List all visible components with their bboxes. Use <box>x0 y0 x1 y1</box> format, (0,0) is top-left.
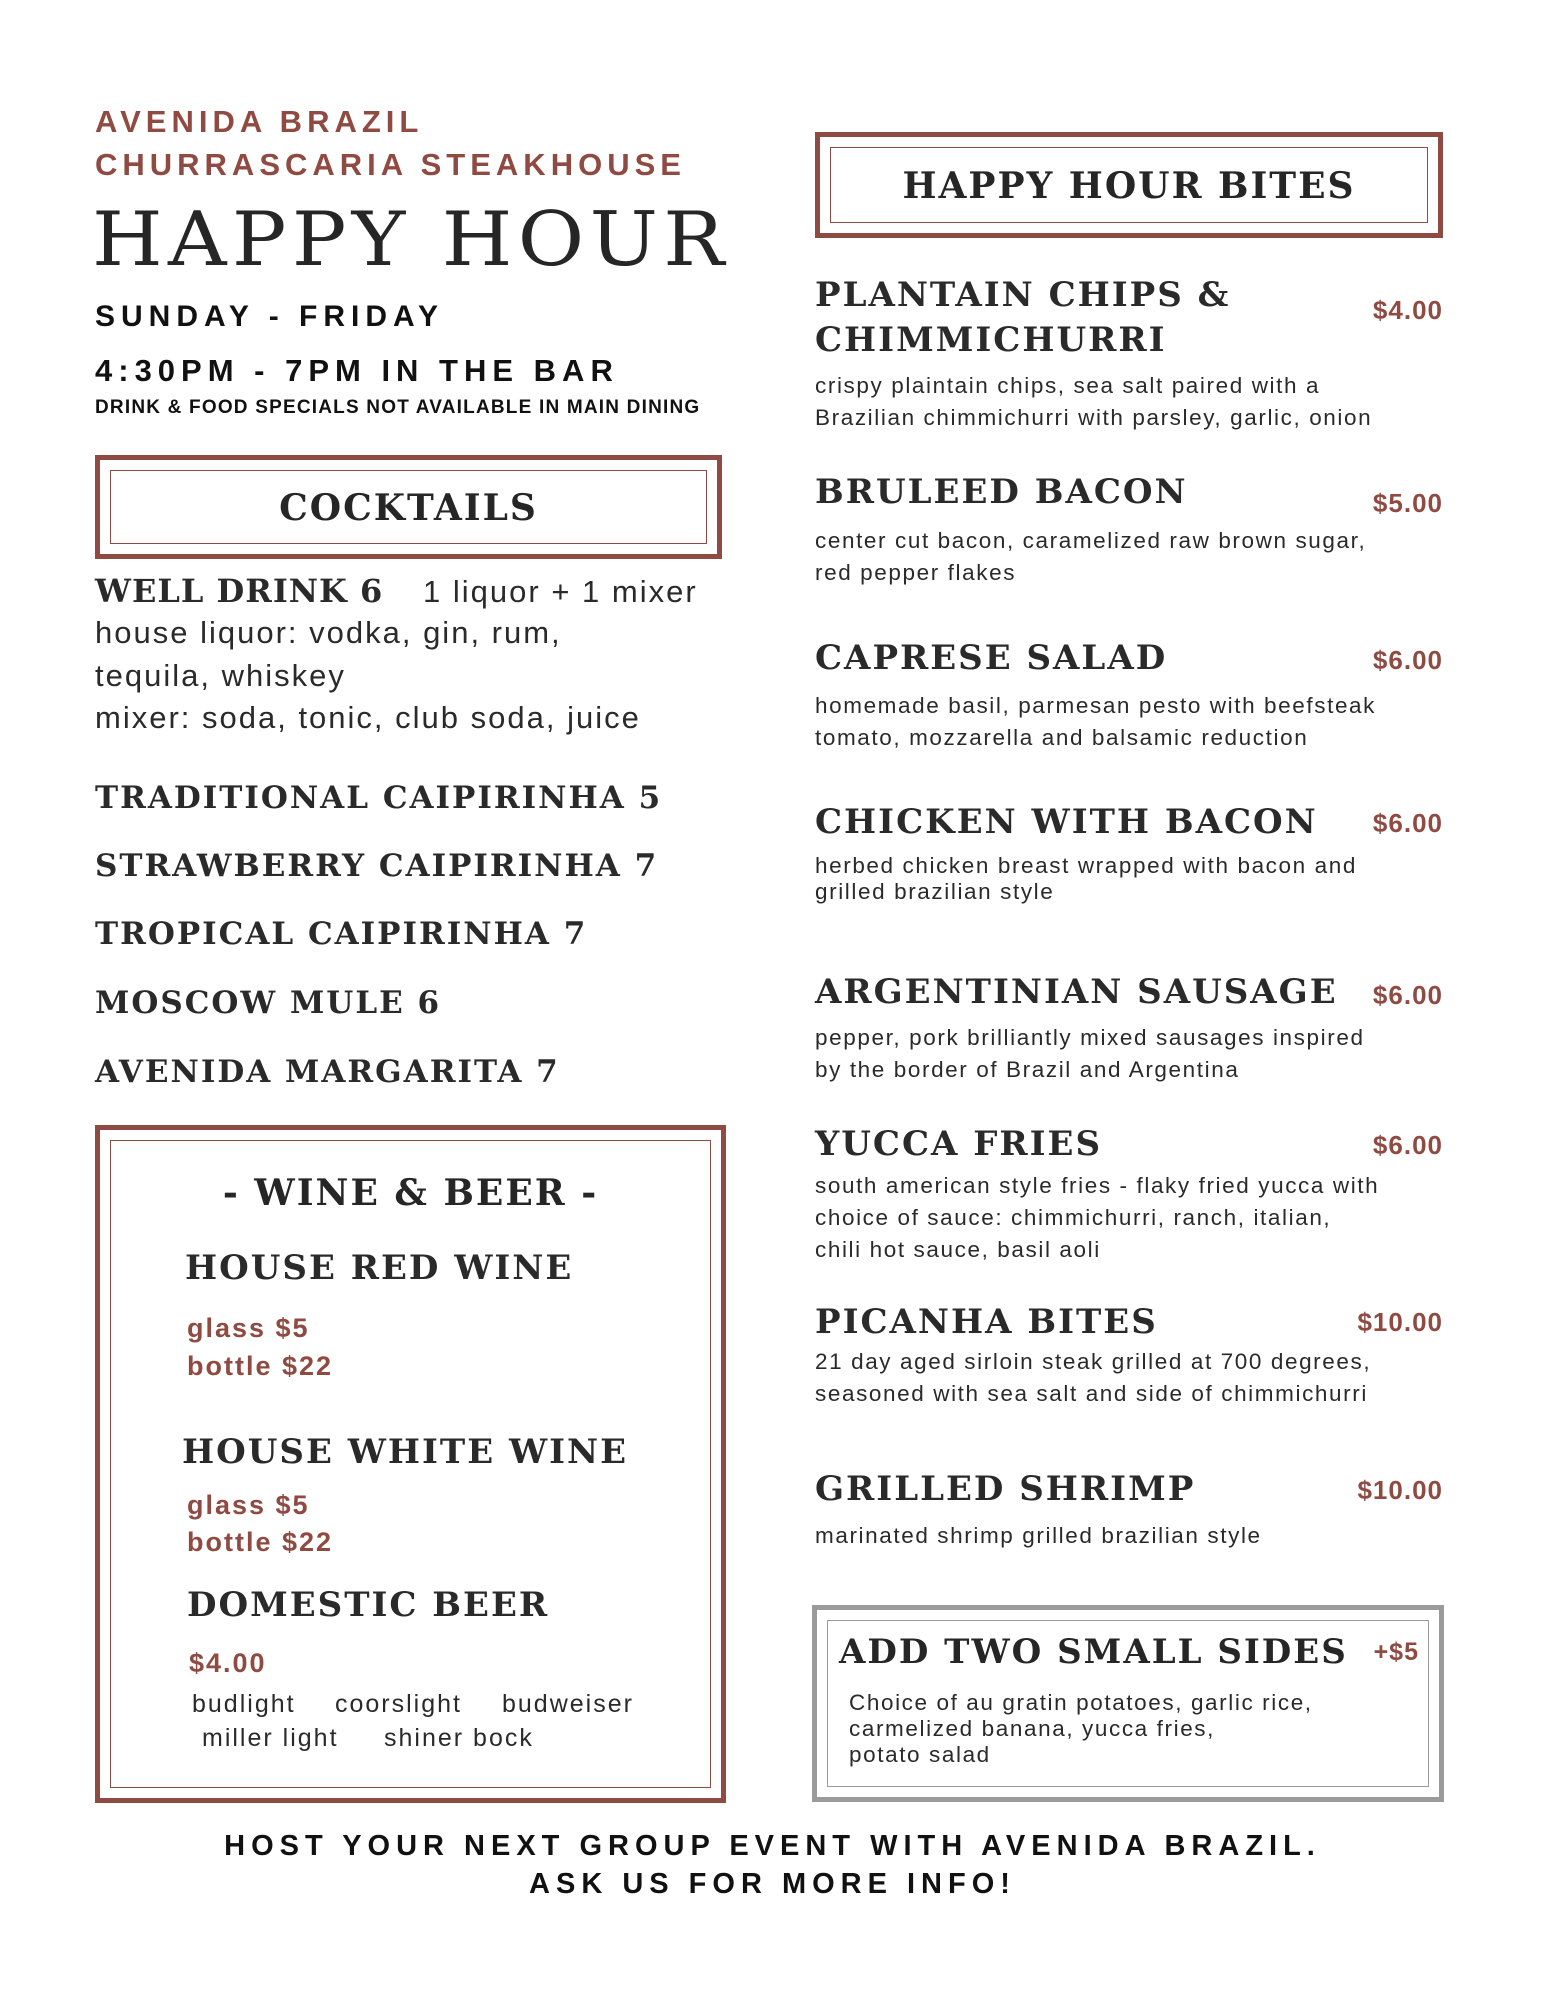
bite-name: ARGENTINIAN SAUSAGE <box>815 972 1338 1012</box>
sides-description-line: carmelized banana, yucca fries, <box>849 1716 1216 1741</box>
bite-name: CHICKEN WITH BACON <box>815 802 1318 842</box>
wine-beer-box <box>95 1125 726 1803</box>
bite-price: $10.00 <box>1357 1307 1443 1337</box>
beer-brand: coorslight <box>335 1690 462 1718</box>
cocktail-item: TRADITIONAL CAIPIRINHA 5 <box>95 780 663 816</box>
house-red-wine-name: HOUSE RED WINE <box>185 1248 574 1288</box>
bite-description <box>815 853 1455 905</box>
sides-description <box>849 1690 1369 1768</box>
well-liquor-line2: tequila, whiskey <box>95 658 346 693</box>
bite-description-line: red pepper flakes <box>815 560 1017 585</box>
cocktail-item: AVENIDA MARGARITA 7 <box>95 1054 560 1090</box>
bite-name-line2: CHIMMICHURRI <box>815 320 1167 360</box>
footer-line1: HOST YOUR NEXT GROUP EVENT WITH AVENIDA BRAZIL. <box>224 1830 1321 1862</box>
beer-brand: miller light <box>202 1724 339 1752</box>
restaurant-name-line2: CHURRASCARIA STEAKHOUSE <box>95 147 686 182</box>
bite-price: $6.00 <box>1372 808 1443 838</box>
bite-description-line: herbed chicken breast wrapped with bacon and <box>815 853 1357 878</box>
bite-name: BRULEED BACON <box>815 472 1188 512</box>
bite-description-line: 21 day aged sirloin steak grilled at 700 degrees, <box>815 1349 1372 1374</box>
bite-name: GRILLED SHRIMP <box>815 1469 1196 1509</box>
well-drink <box>95 572 698 610</box>
bite-name: PICANHA BITES <box>815 1302 1158 1342</box>
bite-name: YUCCA FRIES <box>815 1124 1103 1164</box>
sides-box <box>812 1605 1444 1802</box>
cocktails-heading: COCKTAILS <box>279 487 538 529</box>
house-white-wine-name: HOUSE WHITE WINE <box>182 1432 629 1472</box>
sides-price: +$5 <box>1373 1638 1419 1666</box>
bite-name <box>815 273 1230 363</box>
wine-beer-heading: - WINE & BEER - <box>222 1172 599 1214</box>
bite-description-line: marinated shrimp grilled brazilian style <box>815 1523 1262 1548</box>
bite-description-line: grilled brazilian style <box>815 879 1055 904</box>
beer-brand: budlight <box>192 1690 296 1718</box>
domestic-beer-name: DOMESTIC BEER <box>187 1585 550 1625</box>
bite-description-line: south american style fries - flaky fried yucca with <box>815 1173 1380 1198</box>
bite-name-line1: PLANTAIN CHIPS & <box>815 275 1231 315</box>
house-white-wine-glass: glass $5 <box>187 1490 310 1520</box>
well-drink-name: WELL DRINK 6 <box>95 572 384 610</box>
bite-price: $4.00 <box>1372 295 1443 325</box>
bite-description-line: tomato, mozzarella and balsamic reduction <box>815 725 1309 750</box>
bite-description <box>815 525 1455 589</box>
well-drink-description: 1 liquor + 1 mixer <box>423 574 698 609</box>
bite-description-line: center cut bacon, caramelized raw brown sugar, <box>815 528 1367 553</box>
well-liquor-line1: house liquor: vodka, gin, rum, <box>95 615 562 650</box>
restaurant-name-line1: AVENIDA BRAZIL <box>95 104 424 139</box>
happy-hour-days: SUNDAY - FRIDAY <box>95 300 444 333</box>
specials-note: DRINK & FOOD SPECIALS NOT AVAILABLE IN MAIN DINING <box>95 397 701 418</box>
sides-title: ADD TWO SMALL SIDES <box>839 1632 1348 1672</box>
cocktails-heading-box <box>95 455 722 559</box>
beer-brand: shiner bock <box>384 1724 534 1752</box>
bite-price: $6.00 <box>1372 645 1443 675</box>
beer-brand: budweiser <box>502 1690 634 1718</box>
well-mixer: mixer: soda, tonic, club soda, juice <box>95 700 641 735</box>
bite-description-line: homemade basil, parmesan pesto with beefsteak <box>815 693 1377 718</box>
domestic-beer-price: $4.00 <box>189 1648 267 1678</box>
happy-hour-times: 4:30PM - 7PM IN THE BAR <box>95 353 619 388</box>
restaurant-name <box>95 100 686 186</box>
bites-heading-box <box>815 132 1443 238</box>
bite-description-line: chili hot sauce, basil aoli <box>815 1237 1101 1262</box>
bite-description-line: by the border of Brazil and Argentina <box>815 1057 1240 1082</box>
bites-heading: HAPPY HOUR BITES <box>902 165 1356 207</box>
bite-description <box>815 1346 1455 1410</box>
bite-description <box>815 1022 1455 1086</box>
house-red-wine-bottle: bottle $22 <box>187 1351 334 1381</box>
bite-description <box>815 690 1455 754</box>
bite-price: $10.00 <box>1357 1475 1443 1505</box>
bite-price: $5.00 <box>1372 488 1443 518</box>
page-title: HAPPY HOUR <box>92 195 730 283</box>
bite-description <box>815 1170 1455 1266</box>
bite-description-line: Brazilian chimmichurri with parsley, garlic, onion <box>815 405 1373 430</box>
house-red-wine-glass: glass $5 <box>187 1313 310 1343</box>
sides-description-line: potato salad <box>849 1742 991 1767</box>
bite-description <box>815 1520 1455 1552</box>
cocktail-item: STRAWBERRY CAIPIRINHA 7 <box>95 848 659 884</box>
sides-description-line: Choice of au gratin potatoes, garlic rice, <box>849 1690 1313 1715</box>
bite-description-line: crispy plaintain chips, sea salt paired with a <box>815 373 1321 398</box>
bite-name: CAPRESE SALAD <box>815 638 1168 678</box>
bite-price: $6.00 <box>1372 980 1443 1010</box>
bite-description <box>815 370 1455 434</box>
cocktail-item: TROPICAL CAIPIRINHA 7 <box>95 916 588 952</box>
bite-description-line: choice of sauce: chimmichurri, ranch, italian, <box>815 1205 1332 1230</box>
bite-price: $6.00 <box>1372 1130 1443 1160</box>
cocktail-item: MOSCOW MULE 6 <box>95 985 442 1021</box>
house-white-wine-bottle: bottle $22 <box>187 1527 334 1557</box>
bite-description-line: seasoned with sea salt and side of chimmichurri <box>815 1381 1368 1406</box>
footer-line2: ASK US FOR MORE INFO! <box>529 1868 1016 1900</box>
bite-description-line: pepper, pork brilliantly mixed sausages inspired <box>815 1025 1365 1050</box>
